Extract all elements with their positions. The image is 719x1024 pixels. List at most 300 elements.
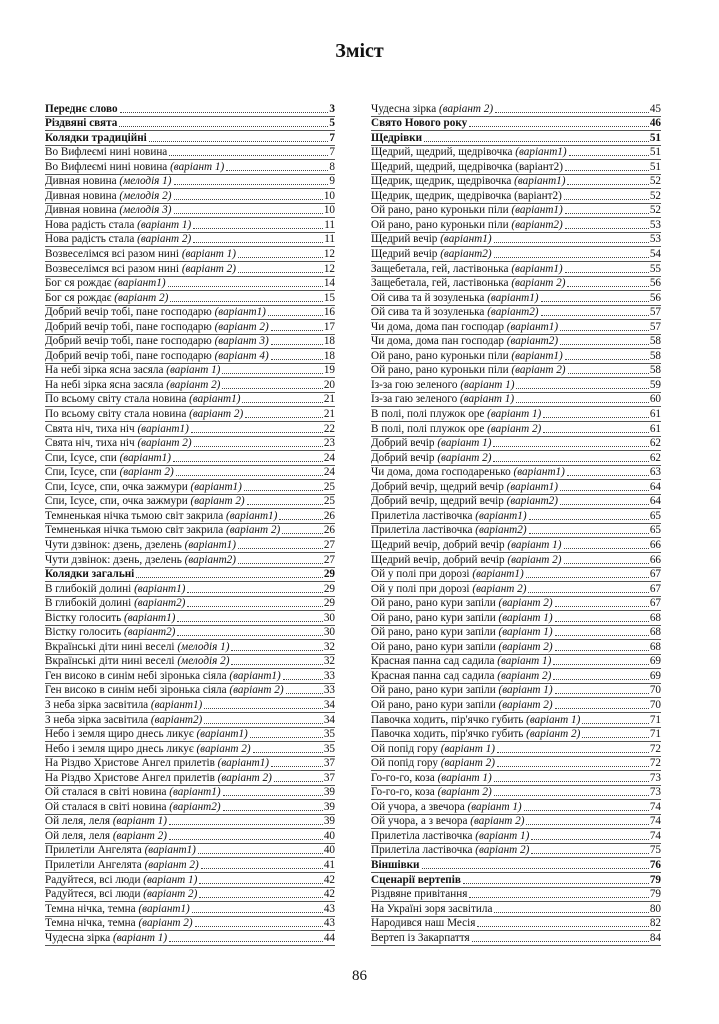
toc-entry-title [371,161,564,174]
toc-entry-variant: (варіант 2) [526,728,581,741]
toc-entry-page: 73 [649,786,661,799]
toc-entry-page: 56 [649,291,661,304]
toc-entry-page: 34 [323,713,335,726]
toc-entry-text: Чи дома, дома пан господар [371,335,507,348]
toc-entry-page: 27 [323,538,335,551]
toc-entry-variant: (варіант1) [472,568,524,581]
toc-entry-text: Свято Нового року [371,117,468,130]
toc-entry-page: 24 [323,466,335,479]
dot-leader [555,699,649,709]
toc-entry-title [371,801,523,814]
toc-entry [45,306,335,321]
toc-entry-title [45,190,173,203]
dot-leader [120,103,329,113]
toc-entry-page: 46 [649,117,661,130]
toc-entry-variant: (варіант 2) [440,757,495,770]
toc-entry-page: 18 [323,335,335,348]
toc-entry-text: Віншівки [371,858,420,871]
toc-entry [371,233,661,248]
dot-leader [564,539,649,549]
toc-entry-variant: (мелодія 1) [119,175,172,188]
toc-entry [45,524,335,539]
toc-entry-text: Ой учора, а з вечора [371,815,471,828]
dot-leader [565,204,649,214]
toc-entry-page: 61 [649,422,661,435]
toc-entry-variant: (варіант1) [475,509,527,522]
toc-entry-page: 79 [649,873,661,886]
toc-entry-text: Во Вифлеємі нині новина [45,146,168,159]
toc-entry-page: 75 [649,844,661,857]
toc-entry-page: 72 [649,757,661,770]
toc-entry-title [45,146,168,159]
toc-entry-variant: (варіант2) [506,495,558,508]
toc-entry-title [45,117,118,130]
toc-entry [45,582,335,597]
dot-leader [119,117,328,127]
toc-entry-variant: (варіант1) [515,146,567,159]
toc-entry [45,393,335,408]
toc-entry-text: Павочка ходить, пір'ячко губить [371,713,527,726]
dot-leader [170,292,322,302]
toc-entry-title [45,874,198,887]
toc-entry-title [45,554,237,567]
toc-entry-variant: (варіант1) [440,233,492,246]
toc-entry-text: В глибокій долині [45,597,135,610]
dot-leader [242,393,322,403]
toc-entry-variant: (варіант 2) [181,262,236,275]
toc-entry [371,582,661,597]
toc-entry-text: Ой сива та й зозуленька [371,291,488,304]
toc-entry-page: 67 [649,582,661,595]
toc-entry-text: Чи дома, дома господаренько [371,466,514,479]
toc-entry-page: 33 [323,684,335,697]
toc-entry-text: Прилетіла ластівочка [371,524,476,537]
dot-leader [531,830,648,840]
toc-entry-text: Дивная новина [45,204,120,217]
toc-entry-title [45,132,148,145]
dot-leader [222,379,322,389]
toc-entry-text: Ой рано, рано куроньки піли [371,218,512,231]
toc-entry [45,247,335,262]
toc-entry-text: На Різдво Христове Ангел прилетів [45,771,218,784]
toc-entry-title [45,161,225,174]
toc-entry-title [45,379,221,392]
dot-leader [543,408,649,418]
toc-entry-title [371,117,468,130]
dot-leader [253,743,323,753]
dot-leader [531,844,648,854]
toc-entry-page: 53 [649,233,661,246]
toc-entry-title [45,510,278,523]
toc-entry-text: Вертеп із Закарпаття [371,931,470,944]
dot-leader [565,263,649,273]
toc-entry-variant: (варіант1) [189,393,241,406]
toc-entry-title [371,263,564,276]
toc-entry-text: Щедрий вечір, добрий вечір [371,538,508,551]
toc-entry [371,320,661,335]
toc-entry-variant: (варіант1) [196,728,248,741]
dot-leader [271,335,323,345]
toc-entry-text: Ой леля, леля [45,829,113,842]
toc-entry-title [371,466,566,479]
toc-entry-title [45,292,169,305]
toc-entry [45,931,335,946]
toc-entry [371,931,661,946]
page-title: Зміст [335,40,384,62]
toc-entry-text: Ой сталася в світі новина [45,786,170,799]
dot-leader [274,772,323,782]
toc-entry-variant: (варіант1) [226,509,278,522]
dot-leader [283,670,323,680]
toc-entry-text: Спи, Ісусе, спи [45,466,120,479]
toc-entry [45,917,335,932]
toc-entry-title [371,714,581,727]
dot-leader [560,495,649,505]
toc-entry-title [371,699,554,712]
toc-entry [45,844,335,859]
toc-entry [371,655,661,670]
toc-entry-title [371,335,559,348]
toc-entry [45,291,335,306]
toc-entry-page: 39 [323,800,335,813]
toc-entry-page: 54 [649,248,661,261]
toc-entry-variant: (варіант 1) [498,626,553,639]
dot-leader [279,510,322,520]
toc-entry [45,451,335,466]
toc-entry-variant: (варіант2) [169,800,221,813]
toc-entry-variant: (варіант 1) [437,771,492,784]
dot-leader [193,233,323,243]
dot-leader [238,554,323,564]
dot-leader [477,917,648,927]
dot-leader [560,335,649,345]
toc-entry-page: 25 [323,480,335,493]
toc-entry-title [45,321,270,334]
dot-leader [226,161,328,171]
dot-leader [567,466,649,476]
toc-entry-text: Щедрівки [371,131,423,144]
toc-entry-variant: (варіант 2) [438,102,494,115]
toc-entry-page: 76 [649,858,661,871]
toc-entry-page: 79 [649,888,661,901]
toc-entry-title [371,684,554,697]
toc-entry [371,393,661,408]
toc-entry [45,320,335,335]
dot-leader [199,874,322,884]
toc-entry-title [45,670,282,683]
toc-entry-text: Ой рано, рано кури запіли [371,698,499,711]
toc-entry-variant: (варіант 2) [497,669,552,682]
toc-entry-text: Прилетіла ластівочка [371,509,476,522]
toc-entry-title [371,815,525,828]
dot-leader [529,510,649,520]
toc-entry [371,466,661,481]
dot-leader [543,423,649,433]
dot-leader [494,233,649,243]
toc-entry-variant: (варіант 2) [189,408,244,421]
toc-entry [371,713,661,728]
dot-leader [174,175,329,185]
toc-entry [371,917,661,932]
toc-entry [371,364,661,379]
toc-entry-title [371,277,566,290]
toc-entry-text: Ой сталася в світі новина [45,800,170,813]
toc-entry-text: На Україні зоря засвітила [371,902,493,915]
dot-leader [582,728,649,738]
toc-entry-title [45,626,176,639]
toc-entry-page: 58 [649,364,661,377]
toc-entry-variant: (варіант 2) [487,422,542,435]
toc-entry-page: 33 [323,669,335,682]
toc-left-column [45,102,335,946]
dot-leader [541,306,649,316]
toc-entry-variant: (варіант 1) [498,684,553,697]
toc-entry-title [371,844,530,857]
toc-entry-text: Ой рано, рано куроньки піли [371,349,512,362]
toc-entry-variant: (варіант 2) [138,917,193,930]
toc-entry-variant: (варіант 1) [459,393,515,406]
toc-entry [371,597,661,612]
toc-entry [45,466,335,481]
toc-entry-title [45,103,119,116]
dot-leader [238,539,323,549]
toc-entry-variant: (варіант1) [114,277,166,290]
toc-entry-page: 68 [649,611,661,624]
toc-entry-text: З неба зірка засвітила [45,698,151,711]
toc-entry-page: 70 [649,684,661,697]
toc-entry-text: Прилетіли Ангелята [45,858,145,871]
toc-entry-variant: (варіант1) [138,902,190,915]
toc-right-column [371,102,661,946]
toc-entry-variant: (варіант1) [214,306,266,319]
toc-entry-variant: (варіант1) [487,291,539,304]
toc-entry-page: 66 [649,553,661,566]
toc-entry-page: 5 [329,117,335,130]
toc-entry-variant: (варіант1) [511,349,563,362]
toc-entry-variant: (варіант1) [190,480,242,493]
toc-entry-page: 12 [323,248,335,261]
toc-entry-title [45,466,175,479]
toc-entry [45,640,335,655]
toc-entry-page: 70 [649,698,661,711]
toc-entry-variant: (варіант1) [124,611,176,624]
toc-entry-page: 72 [649,742,661,755]
toc-entry [45,655,335,670]
toc-entry-variant: (варіант 1) [112,815,167,828]
toc-entry-text: Щедрий вечір [371,248,441,261]
toc-entry-title [371,583,527,596]
toc-entry-variant: (варіант 2) [437,786,492,799]
toc-entry [371,786,661,801]
toc-entry-text: Вкраїнські діти нині веселі [45,655,178,668]
dot-leader [176,466,323,476]
toc-entry [371,684,661,699]
toc-entry-text: Щедрий вечір [371,233,441,246]
toc-entry-title [371,874,462,887]
dot-leader [169,830,323,840]
dot-leader [497,757,649,767]
toc-entry-page: 17 [323,320,335,333]
toc-entry-variant: (варіант2) [124,626,176,639]
toc-entry-variant: (варіант 1) [437,437,492,450]
toc-entry [371,902,661,917]
toc-entry-title [45,481,243,494]
dot-leader [469,888,648,898]
dot-leader [555,626,649,636]
toc-entry-text: Во Вифлеємі нині новина [45,160,171,173]
toc-entry-text: Чути дзвінок: дзень, дзелень [45,553,185,566]
toc-entry-page: 19 [323,364,335,377]
toc-entry-title [371,786,493,799]
toc-entry-title [371,757,496,770]
toc-entry-variant: (варіант1) [184,538,236,551]
toc-entry-page: 63 [649,466,661,479]
dot-leader [193,219,323,229]
toc-entry-variant: (варіант 1) [460,378,515,391]
toc-entry-title [371,132,423,145]
toc-entry-variant: (варіант 2) [475,844,530,857]
toc-entry [45,378,335,393]
toc-entry-variant: (варіант 2) [214,320,269,333]
dot-leader [271,350,323,360]
toc-entry-variant: (варіант 2) [143,888,198,901]
dot-leader [244,481,323,491]
toc-entry-text: Добрий вечір, щедрий вечір [371,495,507,508]
dot-leader [204,699,323,709]
toc-entry-page: 26 [323,524,335,537]
toc-entry-title [45,815,168,828]
toc-entry-text: Небо і земля щиро днесь ликує [45,728,197,741]
toc-entry-text: В полі, полі плужок оре [371,422,488,435]
toc-entry-variant: (варіант1) [150,698,203,711]
toc-entry-title [45,452,172,465]
toc-entry [45,204,335,219]
toc-entry-variant: (варіант 2) [190,495,245,508]
toc-entry-page: 67 [649,597,661,610]
toc-entry-page: 32 [323,655,335,668]
dot-leader [223,801,323,811]
toc-entry [371,349,661,364]
toc-entry-title [45,350,270,363]
toc-entry-text: Нова радість стала [45,233,138,246]
dot-leader [526,568,649,578]
toc-entry [371,378,661,393]
toc-entry-page: 37 [323,771,335,784]
toc-entry [45,568,335,583]
toc-entry-page: 80 [649,902,661,915]
toc-entry-text: Ой учора, а звечора [371,800,468,813]
toc-entry-title [45,699,203,712]
toc-entry-title [45,903,191,916]
toc-entry [371,829,661,844]
toc-entry-variant: (варіант 2) [229,684,284,697]
toc-entry [45,509,335,524]
toc-entry-text: Чудесна зірка [371,102,439,115]
page-number: 86 [352,968,367,984]
toc-entry-page: 43 [323,917,335,930]
toc-entry-title [45,495,246,508]
toc-entry-variant: (варіант1) [137,422,189,435]
toc-entry-text: Бог ся рождає [45,291,115,304]
toc-entry-page: 52 [649,175,661,188]
toc-entry-text: Го-го-го, коза [371,786,438,799]
toc-entry [371,146,661,161]
toc-entry-text: Із-за гаю зеленого [371,393,460,406]
toc-entry [45,757,335,772]
toc-entry [45,902,335,917]
toc-entry [371,538,661,553]
toc-entry-variant: (варіант2) [440,248,492,261]
toc-entry [371,495,661,510]
toc-entry [45,829,335,844]
toc-entry [45,277,335,292]
toc-entry-page: 14 [323,277,335,290]
toc-entry-text: Ген високо в синім небі зіронька сіяла [45,684,230,697]
dot-leader [495,103,649,113]
toc-entry [45,597,335,612]
dot-leader [201,859,323,869]
toc-entry-text: Го-го-го, коза [371,771,438,784]
dot-leader [493,437,648,447]
toc-entry [45,189,335,204]
toc-entry-text: Темна нічка, темна [45,902,139,915]
dot-leader [469,117,649,127]
dot-leader [194,437,323,447]
toc-entry-title [45,888,198,901]
toc-entry-title [371,539,563,552]
dot-leader [223,786,323,796]
toc-entry-text: Возвеселімся всі разом нині [45,262,182,275]
toc-entry-variant: (варіант2) [506,335,559,348]
toc-entry [371,160,661,175]
toc-entry-text: Свята ніч, тиха ніч [45,422,138,435]
toc-entry-text: Красная панна сад садила [371,669,498,682]
toc-entry-title [371,903,493,916]
toc-entry-text: Чудесна зірка [45,931,113,944]
toc-entry-text: На небі зірка ясна засяла [45,378,167,391]
toc-entry-page: 60 [649,393,661,406]
toc-entry-title [45,335,270,348]
toc-entry [371,873,661,888]
toc-entry-title [45,524,281,537]
dot-leader [238,263,323,273]
toc-entry-text: Колядки загальні [45,568,135,581]
toc-entry-variant: (варіант 1) [166,364,221,377]
toc-entry-page: 69 [649,655,661,668]
toc-entry-page: 11 [324,218,335,231]
dot-leader [567,277,648,287]
toc-entry-page: 35 [323,742,335,755]
toc-entry-title [371,103,494,116]
toc-entry-text: Колядки традиційні [45,131,147,144]
dot-leader [582,714,649,724]
toc-entry-text: Ой попід гору [371,742,441,755]
toc-entry-page: 51 [649,160,661,173]
dot-leader [564,190,649,200]
toc-entry-page: 56 [649,277,661,290]
dot-leader [569,146,649,156]
dot-leader [560,481,649,491]
dot-leader [516,379,648,389]
dot-leader [282,524,323,534]
dot-leader [149,132,329,142]
toc-entry-variant: (варіант 1) [526,713,581,726]
toc-entry-text: По всьому світу стала новина [45,393,190,406]
toc-entry [371,728,661,743]
dot-leader [198,844,323,854]
toc-entry-page: 74 [649,829,661,842]
toc-entry [45,422,335,437]
